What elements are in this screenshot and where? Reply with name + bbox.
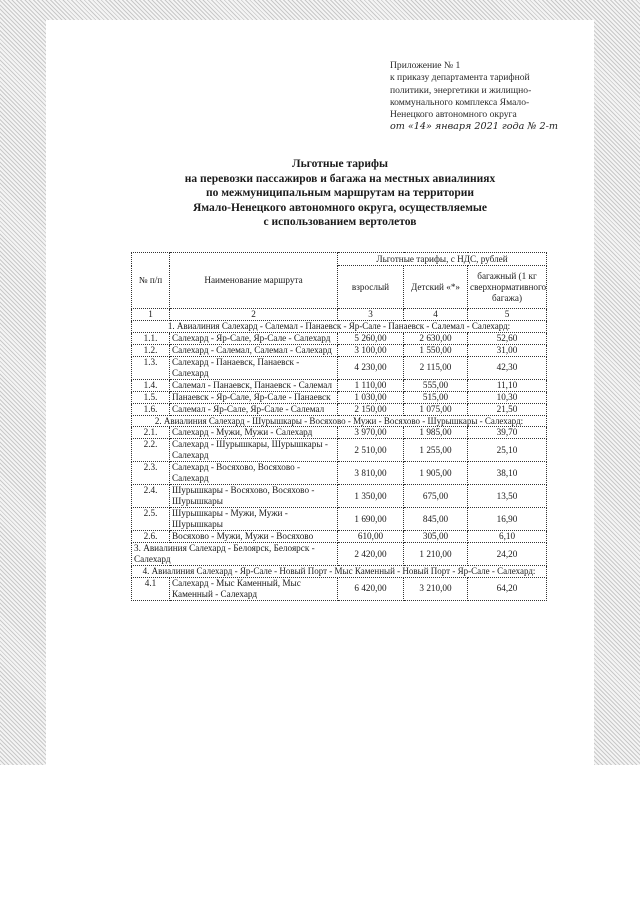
row-adult: 6 420,00 bbox=[338, 577, 404, 600]
row-adult: 2 510,00 bbox=[338, 439, 404, 462]
appendix-line: к приказу департамента тарифной bbox=[390, 72, 530, 84]
row-child: 305,00 bbox=[404, 531, 468, 543]
row-adult: 3 810,00 bbox=[338, 462, 404, 485]
row-child: 1 550,00 bbox=[404, 344, 468, 356]
row-baggage: 16,90 bbox=[468, 508, 547, 531]
row-route: Шурышкары - Мужи, Мужи - Шурышкары bbox=[170, 508, 338, 531]
row-route: Салехард - Шурышкары, Шурышкары - Салехард bbox=[170, 439, 338, 462]
row-baggage: 42,30 bbox=[468, 356, 547, 379]
appendix-block bbox=[390, 60, 590, 134]
row-number: 1.4. bbox=[132, 379, 170, 391]
group-title: 1. Авиалиния Салехард - Салемал - Панаевск - Яр-Сале - Панаевск - Салемал - Салехард: bbox=[132, 321, 547, 333]
row-route: Салехард - Салемал, Салемал - Салехард bbox=[170, 344, 338, 356]
row-child: 515,00 bbox=[404, 391, 468, 403]
table-row bbox=[132, 403, 547, 415]
row-child: 3 210,00 bbox=[404, 577, 468, 600]
table-row bbox=[132, 462, 547, 485]
row-child: 675,00 bbox=[404, 485, 468, 508]
row-child: 555,00 bbox=[404, 379, 468, 391]
appendix-line: Приложение № 1 bbox=[390, 60, 461, 71]
table-row bbox=[132, 577, 547, 600]
title-line: Льготные тарифы bbox=[292, 158, 388, 170]
col-number: 3 bbox=[338, 309, 404, 321]
table-row bbox=[132, 332, 547, 344]
row-child: 845,00 bbox=[404, 508, 468, 531]
row-adult: 2 420,00 bbox=[338, 543, 404, 566]
row-baggage: 52,60 bbox=[468, 332, 547, 344]
row-route: Шурышкары - Восяхово, Восяхово - Шурышкары bbox=[170, 485, 338, 508]
appendix-line: коммунального комплекса Ямало- bbox=[390, 96, 530, 108]
row-number: 2.5. bbox=[132, 508, 170, 531]
row-adult: 3 970,00 bbox=[338, 427, 404, 439]
table-row bbox=[132, 543, 547, 566]
row-number: 2.1. bbox=[132, 427, 170, 439]
group-header-row bbox=[132, 321, 547, 333]
row-route: Салемал - Панаевск, Панаевск - Салемал bbox=[170, 379, 338, 391]
row-route: Панаевск - Яр-Сале, Яр-Сале - Панаевск bbox=[170, 391, 338, 403]
row-route: Салехард - Яр-Сале, Яр-Сале - Салехард bbox=[170, 332, 338, 344]
row-child: 2 630,00 bbox=[404, 332, 468, 344]
row-number: 1.3. bbox=[132, 356, 170, 379]
row-adult: 1 690,00 bbox=[338, 508, 404, 531]
group-header-row bbox=[132, 566, 547, 578]
table-row bbox=[132, 508, 547, 531]
row-child: 1 210,00 bbox=[404, 543, 468, 566]
row-number: 1.2. bbox=[132, 344, 170, 356]
column-number-row bbox=[132, 309, 547, 321]
row-number: 4.1 bbox=[132, 577, 170, 600]
row-baggage: 64,20 bbox=[468, 577, 547, 600]
row-route: Восяхово - Мужи, Мужи - Восяхово bbox=[170, 531, 338, 543]
row-child: 2 115,00 bbox=[404, 356, 468, 379]
row-adult: 2 150,00 bbox=[338, 403, 404, 415]
row-baggage: 11,10 bbox=[468, 379, 547, 391]
row-number: 2.4. bbox=[132, 485, 170, 508]
title-line: Ямало-Ненецкого автономного округа, осуществляемые bbox=[193, 201, 487, 214]
row-route: Салехард - Мужи, Мужи - Салехард bbox=[170, 427, 338, 439]
table-row bbox=[132, 485, 547, 508]
table-header-row bbox=[132, 253, 547, 266]
row-adult: 1 030,00 bbox=[338, 391, 404, 403]
row-adult: 610,00 bbox=[338, 531, 404, 543]
row-child: 1 075,00 bbox=[404, 403, 468, 415]
row-baggage: 24,20 bbox=[468, 543, 547, 566]
row-child: 1 905,00 bbox=[404, 462, 468, 485]
table-row bbox=[132, 344, 547, 356]
row-number: 1.1. bbox=[132, 332, 170, 344]
col-number: 5 bbox=[468, 309, 547, 321]
row-adult: 3 100,00 bbox=[338, 344, 404, 356]
row-child: 1 255,00 bbox=[404, 439, 468, 462]
row-route: Салехард - Восяхово, Восяхово - Салехард bbox=[170, 462, 338, 485]
row-number: 1.6. bbox=[132, 403, 170, 415]
group-header-row bbox=[132, 415, 547, 427]
group-title: 4. Авиалиния Салехард - Яр-Сале - Новый Порт - Мыс Каменный - Новый Порт - Яр-Сале - Салехард: bbox=[132, 566, 547, 578]
header-baggage: багажный (1 кг сверхнормативного багажа) bbox=[468, 266, 547, 309]
col-number: 4 bbox=[404, 309, 468, 321]
header-child: Детский «*» bbox=[404, 266, 468, 309]
row-adult: 4 230,00 bbox=[338, 356, 404, 379]
row-number: 2.2. bbox=[132, 439, 170, 462]
row-adult: 1 350,00 bbox=[338, 485, 404, 508]
col-number: 1 bbox=[132, 309, 170, 321]
document-title bbox=[150, 157, 530, 230]
row-baggage: 38,10 bbox=[468, 462, 547, 485]
row-route: Салехард - Мыс Каменный, Мыс Каменный - Салехард bbox=[170, 577, 338, 600]
appendix-line: политики, энергетики и жилищно- bbox=[390, 84, 532, 96]
row-baggage: 31,00 bbox=[468, 344, 547, 356]
row-baggage: 6,10 bbox=[468, 531, 547, 543]
header-no: № п/п bbox=[132, 253, 170, 309]
appendix-line: Ненецкого автономного округа bbox=[390, 109, 517, 121]
table-row bbox=[132, 379, 547, 391]
header-tariffs: Льготные тарифы, с НДС, рублей bbox=[338, 253, 547, 266]
table-row bbox=[132, 356, 547, 379]
header-route: Наименование маршрута bbox=[170, 253, 338, 309]
row-number: 2.6. bbox=[132, 531, 170, 543]
title-line: по межмуниципальным маршрутам на территории bbox=[205, 187, 475, 200]
table-row bbox=[132, 391, 547, 403]
row-baggage: 10,30 bbox=[468, 391, 547, 403]
row-baggage: 13,50 bbox=[468, 485, 547, 508]
col-number: 2 bbox=[170, 309, 338, 321]
header-adult: взрослый bbox=[338, 266, 404, 309]
row-baggage: 21,50 bbox=[468, 403, 547, 415]
row-route: 3. Авиалиния Салехард - Белоярск, Белоярск - Салехард bbox=[132, 543, 338, 566]
row-adult: 5 260,00 bbox=[338, 332, 404, 344]
blank-area bbox=[0, 765, 640, 905]
row-number: 1.5. bbox=[132, 391, 170, 403]
appendix-date-line: от «14» января 2021 года № 2-т bbox=[390, 121, 558, 133]
row-baggage: 25,10 bbox=[468, 439, 547, 462]
title-line: с использованием вертолетов bbox=[263, 216, 417, 229]
table-row bbox=[132, 531, 547, 543]
row-route: Салехард - Панаевск, Панаевск - Салехард bbox=[170, 356, 338, 379]
table-row bbox=[132, 427, 547, 439]
row-child: 1 985,00 bbox=[404, 427, 468, 439]
title-line: на перевозки пассажиров и багажа на местных авиалиниях bbox=[184, 172, 496, 185]
row-adult: 1 110,00 bbox=[338, 379, 404, 391]
group-title: 2. Авиалиния Салехард - Шурышкары - Восяхово - Мужи - Восяхово - Шурышкары - Салехард: bbox=[132, 415, 547, 427]
row-route: Салемал - Яр-Сале, Яр-Сале - Салемал bbox=[170, 403, 338, 415]
tariff-table bbox=[131, 252, 547, 601]
row-baggage: 39,70 bbox=[468, 427, 547, 439]
row-number: 2.3. bbox=[132, 462, 170, 485]
table-row bbox=[132, 439, 547, 462]
